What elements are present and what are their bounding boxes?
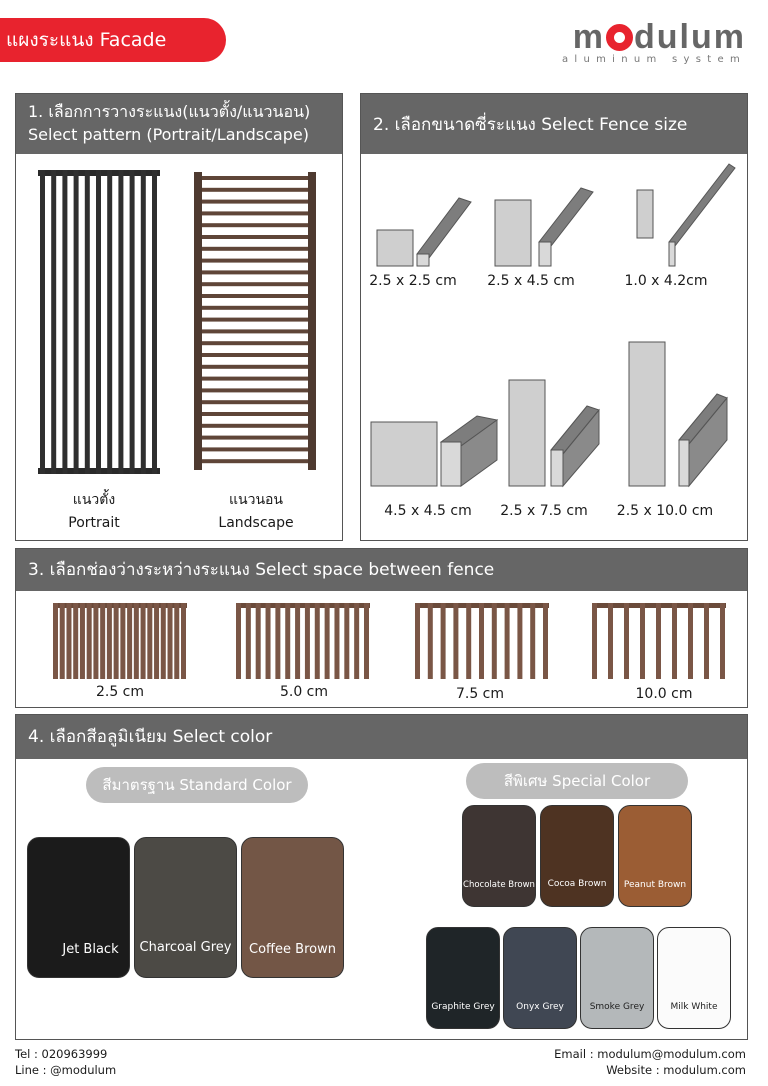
section-spacing-header <box>16 549 747 591</box>
page-title-tag <box>0 18 226 62</box>
swatch-peanut-brown[interactable] <box>618 805 692 907</box>
section-pattern-title-th: 1. เลือกการวางระแนง(แนวตั้ง/แนวนอน) <box>28 102 311 121</box>
spacing-5.0-image <box>236 603 370 679</box>
spacing-7.5-image <box>415 603 549 679</box>
portrait-fence-image <box>38 170 160 476</box>
section-color-header <box>16 715 747 759</box>
swatch-label: Graphite Grey <box>431 1002 495 1012</box>
section-pattern-title-en: Select pattern (Portrait/Landscape) <box>28 125 309 144</box>
contact-email[interactable]: Email : modulum@modulum.com <box>554 1047 746 1061</box>
size-4.5x4.5-image <box>371 416 497 486</box>
special-color-label: สีพิเศษ Special Color <box>466 763 688 799</box>
swatch-label: Onyx Grey <box>516 1002 564 1012</box>
standard-color-label: สีมาตรฐาน Standard Color <box>86 767 308 803</box>
logo-o-mark <box>606 24 633 51</box>
spacing-label-2: 5.0 cm <box>279 684 329 700</box>
landscape-label-en: Landscape <box>218 515 294 531</box>
section-spacing-title: 3. เลือกช่องว่างระหว่างระแนง Select space between fence <box>28 560 495 580</box>
section-spacing <box>15 548 748 708</box>
swatch-label: Smoke Grey <box>589 1002 645 1012</box>
size-1.0x4.2-image <box>637 164 735 266</box>
size-2.5x4.5-image <box>495 188 593 266</box>
swatch-jet-black[interactable] <box>27 837 130 978</box>
spacing-label-3: 7.5 cm <box>455 686 505 702</box>
section-pattern-header <box>16 94 342 154</box>
contact-line: Line : @modulum <box>15 1063 117 1077</box>
spacing-2.5-image <box>53 603 187 679</box>
swatch-label: Coffee Brown <box>249 942 336 957</box>
size-2.5x2.5-image <box>377 198 471 266</box>
size-label-5: 2.5 x 7.5 cm <box>500 503 588 519</box>
logo-text-start: m <box>572 18 606 56</box>
contact-tel: Tel : 020963999 <box>15 1047 108 1061</box>
size-illustrations <box>361 94 747 540</box>
swatch-label: Chocolate Brown <box>463 880 535 890</box>
page-title: แผงระแนง Facade <box>6 29 167 51</box>
section-color-title: 4. เลือกสีอลูมิเนียม Select color <box>28 727 273 747</box>
landscape-fence-image <box>194 172 318 472</box>
swatch-label: Peanut Brown <box>623 880 687 890</box>
swatch-charcoal-grey[interactable] <box>134 837 237 978</box>
spacing-label-1: 2.5 cm <box>95 684 145 700</box>
portrait-label-en: Portrait <box>68 515 120 531</box>
size-label-4: 4.5 x 4.5 cm <box>384 503 472 519</box>
swatch-label: Jet Black <box>62 942 119 957</box>
swatch-label: Milk White <box>670 1002 718 1012</box>
swatch-label: Charcoal Grey <box>139 940 232 955</box>
swatch-coffee-brown[interactable] <box>241 837 344 978</box>
section-color <box>15 714 748 1040</box>
contact-website[interactable]: Website : modulum.com <box>606 1063 746 1077</box>
section-size <box>360 93 748 541</box>
size-2.5x7.5-image <box>509 380 599 486</box>
size-2.5x10.0-image <box>629 342 727 486</box>
swatch-smoke-grey[interactable] <box>580 927 654 1029</box>
spacing-10.0-image <box>592 603 726 679</box>
swatch-cocoa-brown[interactable] <box>540 805 614 907</box>
brand-logo <box>556 18 746 65</box>
section-size-title: 2. เลือกขนาดซี่ระแนง Select Fence size <box>373 115 688 135</box>
logo-subtitle: aluminum system <box>561 54 746 65</box>
section-pattern <box>15 93 343 541</box>
size-label-1: 2.5 x 2.5 cm <box>369 273 457 289</box>
size-label-2: 2.5 x 4.5 cm <box>487 273 575 289</box>
size-label-3: 1.0 x 4.2cm <box>624 273 708 289</box>
spacing-label-4: 10.0 cm <box>635 686 693 702</box>
size-label-6: 2.5 x 10.0 cm <box>616 503 714 519</box>
portrait-label-th: แนวตั้ง <box>72 492 116 508</box>
swatch-graphite-grey[interactable] <box>426 927 500 1029</box>
swatch-chocolate-brown[interactable] <box>462 805 536 907</box>
logo-text-end: dulum <box>634 18 746 56</box>
swatch-milk-white[interactable] <box>657 927 731 1029</box>
landscape-label-th: แนวนอน <box>228 492 283 508</box>
swatch-label: Cocoa Brown <box>547 879 607 889</box>
swatch-onyx-grey[interactable] <box>503 927 577 1029</box>
